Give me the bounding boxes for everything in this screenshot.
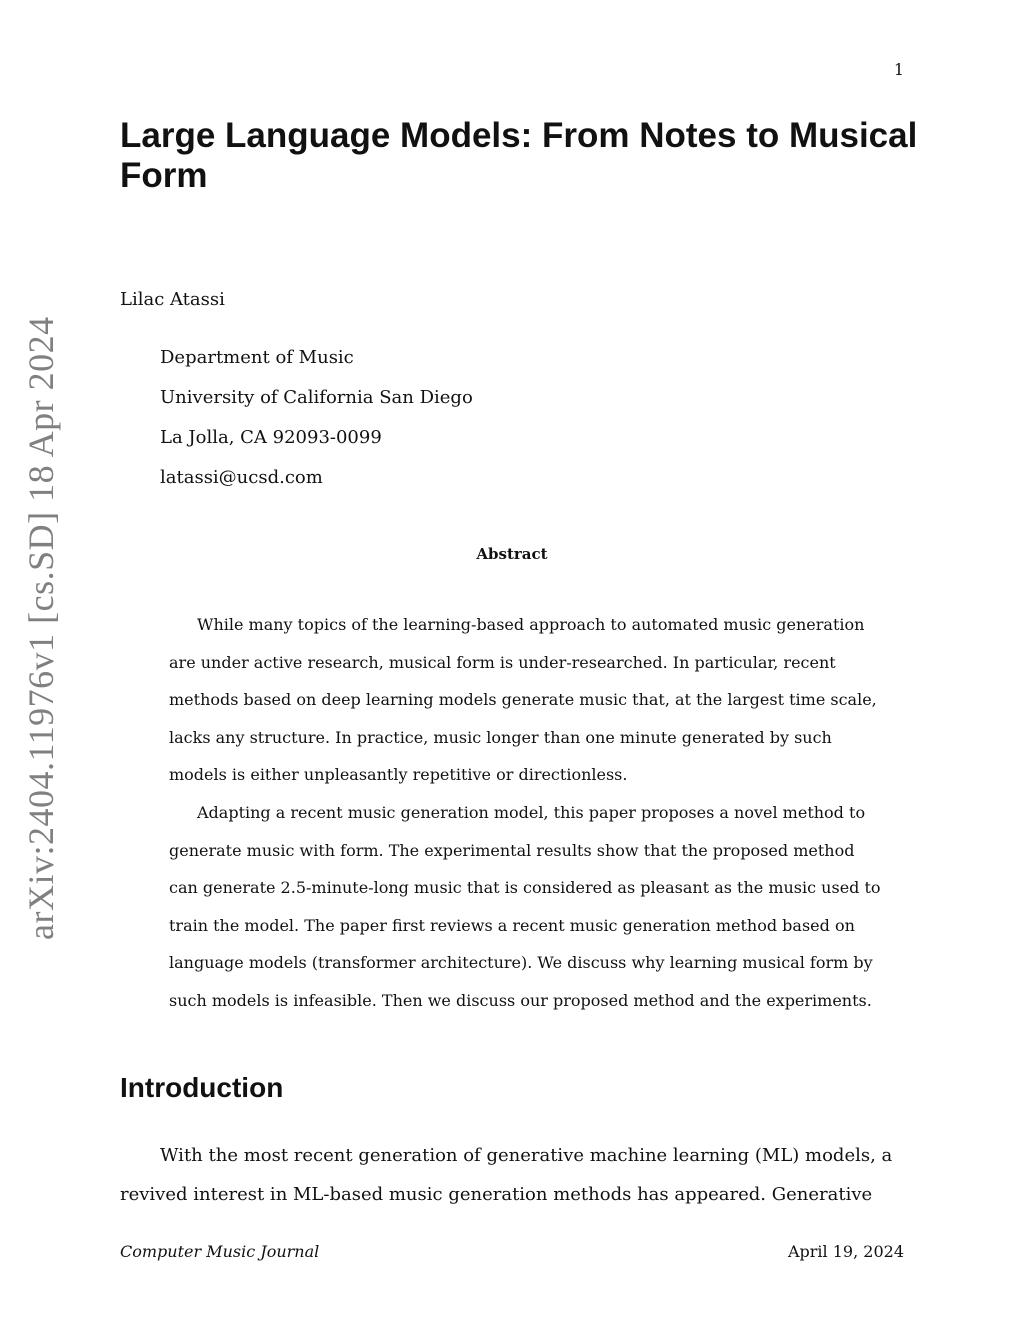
abstract-paragraph [169,794,869,832]
affiliation-department: Department of Music [160,347,354,368]
abstract-line: generate music with form. The experimental results show that the proposed method [169,840,855,860]
paper-title: Large Language Models: From Notes to Musical Form [120,116,918,195]
author-email[interactable]: latassi@ucsd.com [160,467,323,488]
introduction-line: With the most recent generation of generative machine learning (ML) models, a [160,1145,893,1166]
introduction-body [120,1136,910,1214]
abstract-line: can generate 2.5-minute-long music that is considered as pleasant as the music used to [169,878,881,898]
abstract-line: train the model. The paper first reviews a recent music generation method based on [169,915,855,935]
abstract-line: language models (transformer architecture). We discuss why learning musical form by [169,953,873,973]
footer-journal-name: Computer Music Journal [120,1242,320,1261]
abstract-line: While many topics of the learning-based approach to automated music generation [197,615,865,634]
abstract-line: such models is infeasible. Then we discuss our proposed method and the experiments. [169,990,872,1010]
abstract-line: are under active research, musical form is under-researched. In particular, recent [169,652,836,672]
affiliation-university: University of California San Diego [160,387,473,408]
footer-date: April 19, 2024 [787,1242,904,1261]
abstract-line: Adapting a recent music generation model, this paper proposes a novel method to [197,802,866,822]
author-name: Lilac Atassi [120,289,225,310]
abstract-body [169,606,881,1020]
section-heading-introduction: Introduction [120,1072,284,1103]
affiliation-address: La Jolla, CA 92093-0099 [160,427,382,448]
abstract-line: lacks any structure. In practice, music longer than one minute generated by such [169,727,832,747]
abstract-line: methods based on deep learning models generate music that, at the largest time scale, [169,690,877,710]
abstract-line: models is either unpleasantly repetitive or directionless. [169,765,628,785]
abstract-heading: Abstract [476,545,548,563]
page-number: 1 [893,60,904,79]
arxiv-identifier-stamp[interactable]: arXiv:2404.11976v1 [cs.SD] 18 Apr 2024 [21,316,61,940]
introduction-line: revived interest in ML-based music generation methods has appeared. Generative [120,1184,873,1205]
abstract-paragraph [169,606,869,644]
